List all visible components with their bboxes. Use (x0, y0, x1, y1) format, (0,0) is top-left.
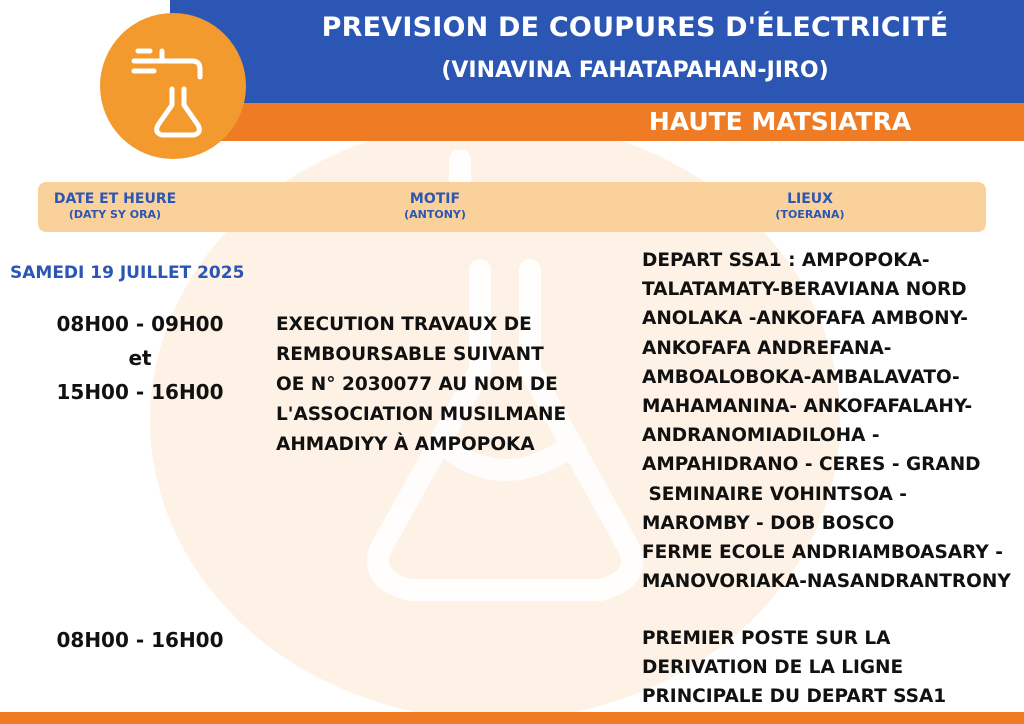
column-header-date-sub: (DATY SY ORA) (68, 208, 162, 221)
lieux-list-2 (642, 624, 946, 711)
logo (100, 13, 246, 159)
faucet-flask-icon (100, 13, 246, 159)
lieux-line: TALATAMATY-BERAVIANA NORD (642, 279, 967, 301)
lieux-list (642, 246, 1011, 596)
motif-line: OE N° 2030077 AU NOM DE (276, 374, 558, 395)
column-header-motif-sub: (ANTONY) (404, 208, 466, 221)
lieux-line: MANOVORIAKA-NASANDRANTRONY (642, 571, 1011, 593)
motif-line: EXECUTION TRAVAUX DE (276, 314, 532, 335)
outage-date: SAMEDI 19 JUILLET 2025 (10, 263, 245, 283)
page-title: PREVISION DE COUPURES D'ÉLECTRICITÉ (321, 12, 949, 43)
lieux-line: ANDRANOMIADILOHA - (642, 425, 880, 447)
page-subtitle: (VINAVINA FAHATAPAHAN-JIRO) (441, 58, 829, 83)
column-header-lieux (735, 191, 885, 221)
lieux-line: AMPAHIDRANO - CERES - GRAND (642, 454, 981, 476)
lieux-line: PRINCIPALE DU DEPART SSA1 (642, 686, 947, 707)
motif-line: REMBOURSABLE SUIVANT (276, 344, 544, 365)
region-label: HAUTE MATSIATRA (648, 107, 912, 136)
column-header-date (40, 191, 190, 221)
lieux-line: FERME ECOLE ANDRIAMBOASARY - (642, 542, 1003, 564)
time-slot-1: 08H00 - 09H00 (56, 312, 224, 336)
lieux-line: ANOLAKA -ANKOFAFA AMBONY- (642, 308, 968, 330)
column-header-lieux-label: LIEUX (787, 191, 833, 207)
lieux-line: AMBOALOBOKA-AMBALAVATO- (642, 366, 960, 388)
motif-line: L'ASSOCIATION MUSILMANE (276, 404, 567, 425)
column-header-motif-label: MOTIF (409, 191, 461, 207)
time-slot-3: 08H00 - 16H00 (56, 628, 224, 652)
column-header-motif (360, 191, 510, 221)
column-header-lieux-sub: (TOERANA) (775, 208, 845, 221)
lieux-line: MAHAMANINA- ANKOFAFALAHY- (642, 396, 973, 418)
lieux-line: PREMIER POSTE SUR LA (642, 628, 891, 649)
motif-line: AHMADIYY À AMPOPOKA (276, 434, 535, 455)
motif-text (276, 310, 566, 460)
column-header-date-label: DATE ET HEURE (53, 191, 177, 207)
time-joiner: et (128, 346, 152, 370)
lieux-line: DEPART SSA1 : AMPOPOKA- (642, 250, 930, 271)
time-slot-2: 15H00 - 16H00 (56, 380, 224, 404)
footer-bar (0, 712, 1024, 724)
lieux-line: MAROMBY - DOB BOSCO (642, 512, 895, 534)
lieux-line: SEMINAIRE VOHINTSOA - (642, 483, 907, 505)
lieux-line: ANKOFAFA ANDREFANA- (642, 337, 892, 359)
lieux-line: DERIVATION DE LA LIGNE (642, 657, 904, 678)
